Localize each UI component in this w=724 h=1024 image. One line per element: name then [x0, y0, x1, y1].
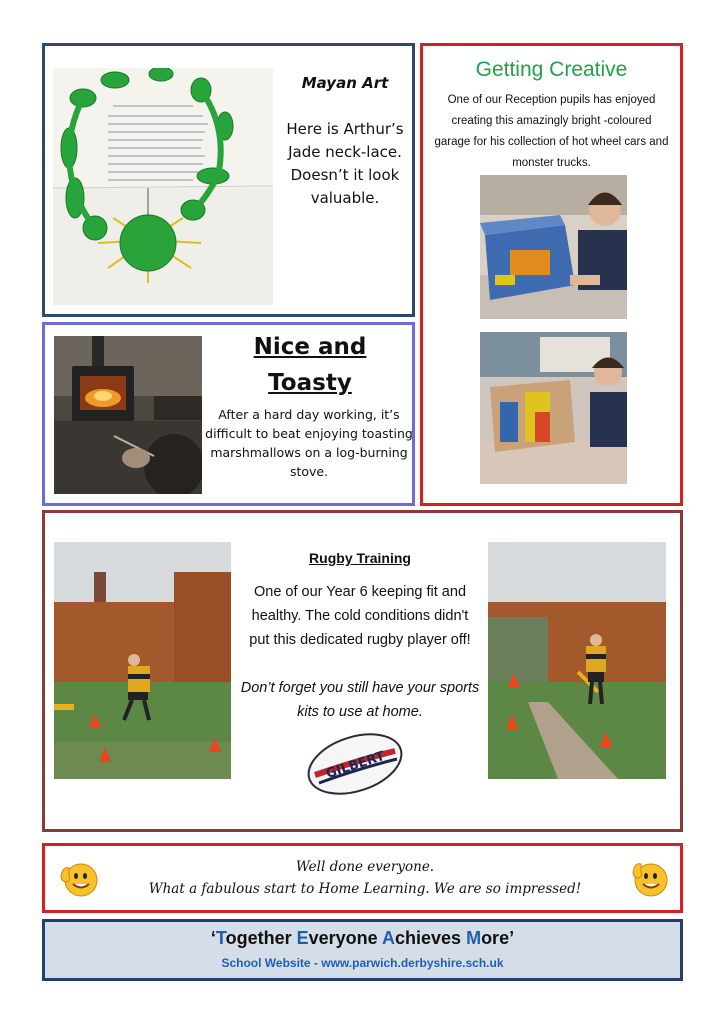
nice-and-toasty-panel	[42, 322, 415, 506]
motto-word-more: ore’	[481, 928, 515, 948]
well-done-banner	[42, 843, 683, 913]
title-line-1: Nice and	[253, 334, 367, 360]
rugby-training-text: One of our Year 6 keeping fit and healthy. The cold conditions didn't put this dedicated rugby player off!	[249, 584, 471, 648]
getting-creative-title: Getting Creative	[475, 58, 628, 81]
rugby-photo-right	[488, 542, 666, 779]
rugby-training-reminder: Don’t forget you still have your sports kits to use at home.	[240, 680, 480, 720]
motto-quote-open: ‘	[210, 928, 216, 948]
well-done-message	[115, 856, 615, 900]
log-burner-photo	[54, 336, 202, 494]
garage-photo-2	[480, 332, 627, 484]
mayan-art-title: Mayan Art	[301, 74, 389, 92]
mayan-art-panel	[42, 43, 415, 317]
school-motto	[45, 928, 680, 949]
jade-necklace-photo	[53, 68, 273, 305]
gilbert-rugby-ball-logo	[305, 733, 405, 795]
motto-word-achieves: chieves	[395, 928, 467, 948]
motto-word-everyone: veryone	[308, 928, 382, 948]
rugby-training-title: Rugby Training	[309, 550, 411, 566]
nice-and-toasty-text: After a hard day working, it’s difficult to beat enjoying toasting marshmallows on a log-burning stove.	[205, 407, 413, 479]
well-done-line-2: What a fabulous start to Home Learning. We are so impressed!	[148, 881, 582, 897]
getting-creative-text: One of our Reception pupils has enjoyed creating this amazingly bright -coloured garage for his collection of hot wheel cars and monster trucks.	[434, 94, 669, 169]
nice-and-toasty-title	[215, 329, 405, 401]
gilbert-logo-text: GILBERT	[324, 748, 387, 782]
school-motto-footer	[42, 919, 683, 981]
rugby-training-panel	[42, 510, 683, 832]
getting-creative-panel	[420, 43, 683, 506]
thumbs-up-smiley-icon-right	[629, 858, 671, 898]
mayan-art-text: Here is Arthur’s Jade neck-lace. Doesn’t it look valuable.	[286, 120, 404, 207]
title-line-2: Toasty	[268, 370, 352, 396]
motto-letter-e: E	[296, 928, 309, 948]
school-website-link[interactable]: School Website - www.parwich.derbyshire.sch.uk	[221, 956, 504, 970]
garage-photo-1	[480, 175, 627, 319]
motto-letter-t: T	[215, 928, 226, 948]
motto-word-together: ogether	[225, 928, 297, 948]
well-done-line-1: Well done everyone.	[295, 859, 435, 875]
rugby-photo-left	[54, 542, 231, 779]
motto-letter-a: A	[382, 928, 395, 948]
motto-letter-m: M	[466, 928, 482, 948]
thumbs-up-smiley-icon-left	[57, 858, 99, 898]
